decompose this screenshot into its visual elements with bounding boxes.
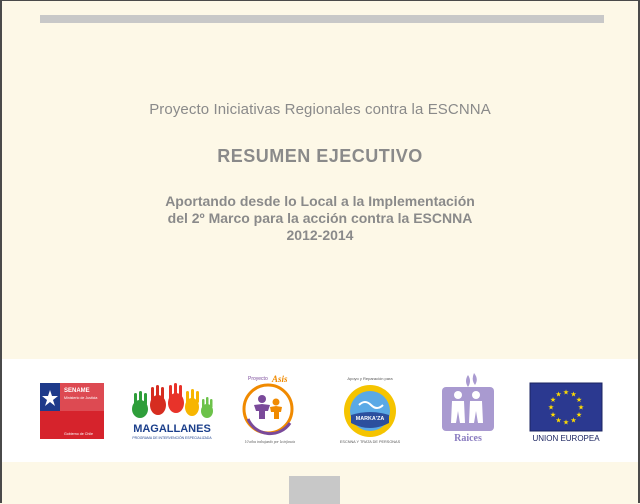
children-figures-icon <box>254 395 282 419</box>
asis-name: Asis <box>272 374 288 384</box>
markaza-footer: ESCNNA Y TRATA DE PERSONAS <box>339 440 401 444</box>
subtitle-line-3: 2012-2014 <box>286 227 354 243</box>
asis-top: Proyecto <box>248 376 268 382</box>
document-subtitle <box>2 193 638 244</box>
eu-star-icon: ★ <box>575 412 583 419</box>
sename-subtitle: Ministerio de Justicia <box>64 396 98 400</box>
logo-strip <box>2 359 638 462</box>
eu-star-icon: ★ <box>555 417 562 425</box>
bottom-page-tab <box>289 476 340 504</box>
project-line: Proyecto Iniciativas Regionales contra la ESCNNA <box>149 101 491 118</box>
subtitle-line-1: Aportando desde lo Local a la Implementación <box>165 193 475 209</box>
eu-star-icon: ★ <box>570 417 577 425</box>
eu-star-icon: ★ <box>577 404 585 412</box>
raices-logo <box>438 371 498 443</box>
document-title: RESUMEN EJECUTIVO <box>217 146 423 166</box>
sename-footer: Gobierno de Chile <box>64 432 93 436</box>
eu-star-icon: ★ <box>562 389 570 397</box>
magallanes-subtitle: PROGRAMA DE INTERVENCIÓN ESPECIALIZADA <box>132 436 212 440</box>
markaza-top: Apoyo y Reparación para <box>347 376 393 381</box>
sename-name: SENAME <box>64 388 90 394</box>
eu-logo <box>528 381 604 443</box>
eu-star-icon: ★ <box>562 419 570 427</box>
top-divider-bar <box>40 15 604 23</box>
eu-name: UNION EUROPEA <box>532 434 600 443</box>
hand-prints-icon <box>132 383 213 418</box>
asis-footer: 10 años trabajando por la infancia <box>244 440 296 444</box>
magallanes-logo <box>126 381 218 443</box>
magallanes-name: MAGALLANES <box>133 423 211 435</box>
sename-logo <box>40 383 104 439</box>
eu-star-icon: ★ <box>570 391 577 399</box>
markaza-name: MARKA'ZA <box>355 416 385 422</box>
markaza-logo <box>337 373 403 445</box>
subtitle-line-2: del 2º Marco para la acción contra la ESCNNA <box>167 210 473 226</box>
eu-star-icon: ★ <box>549 397 557 404</box>
eu-star-icon: ★ <box>555 391 562 399</box>
eu-star-icon: ★ <box>575 397 583 404</box>
asis-logo <box>238 371 302 447</box>
eu-star-icon: ★ <box>547 404 555 412</box>
raices-name: Raices <box>454 433 482 443</box>
eu-star-icon: ★ <box>549 412 557 419</box>
